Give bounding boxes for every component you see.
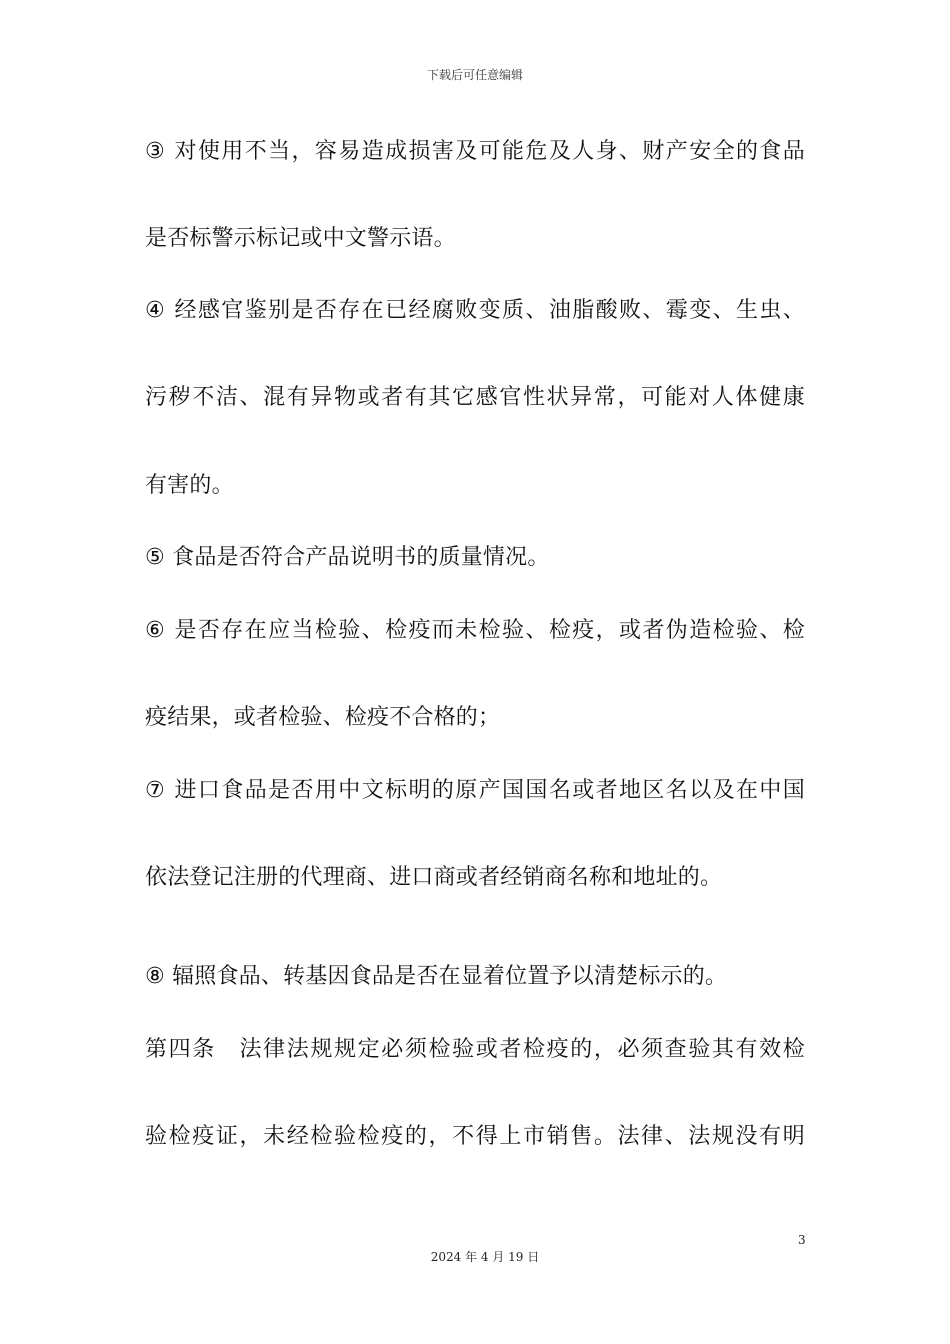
text-line: 依法登记注册的代理商、进口商或者经销商名称和地址的。 bbox=[145, 865, 723, 890]
text-line: ③ 对使用不当，容易造成损害及可能危及人身、财产安全的食品 bbox=[145, 139, 805, 164]
page-number: 3 bbox=[798, 1233, 806, 1247]
text-line: 第四条 法律法规规定必须检验或者检疫的，必须查验其有效检 bbox=[145, 1037, 805, 1062]
text-line: ⑤ 食品是否符合产品说明书的质量情况。 bbox=[145, 545, 550, 570]
text-line: ⑥ 是否存在应当检验、检疫而未检验、检疫，或者伪造检验、检 bbox=[145, 618, 805, 643]
text-line: 验检疫证，未经检验检疫的，不得上市销售。法律、法规没有明 bbox=[145, 1124, 805, 1149]
text-line: 疫结果，或者检验、检疫不合格的； bbox=[145, 705, 501, 730]
text-line: ⑧ 辐照食品、转基因食品是否在显着位置予以清楚标示的。 bbox=[145, 964, 728, 989]
text-line: ⑦ 进口食品是否用中文标明的原产国国名或者地区名以及在中国 bbox=[145, 778, 805, 803]
text-line: 是否标警示标记或中文警示语。 bbox=[145, 226, 456, 251]
footer-date: 2024 年 4 月 19 日 bbox=[430, 1250, 540, 1264]
text-line: ④ 经感官鉴别是否存在已经腐败变质、油脂酸败、霉变、生虫、 bbox=[145, 298, 805, 323]
text-line: 污秽不洁、混有异物或者有其它感官性状异常，可能对人体健康 bbox=[145, 385, 805, 410]
header-note: 下载后可任意编辑 bbox=[426, 68, 523, 82]
text-line: 有害的。 bbox=[145, 473, 234, 498]
